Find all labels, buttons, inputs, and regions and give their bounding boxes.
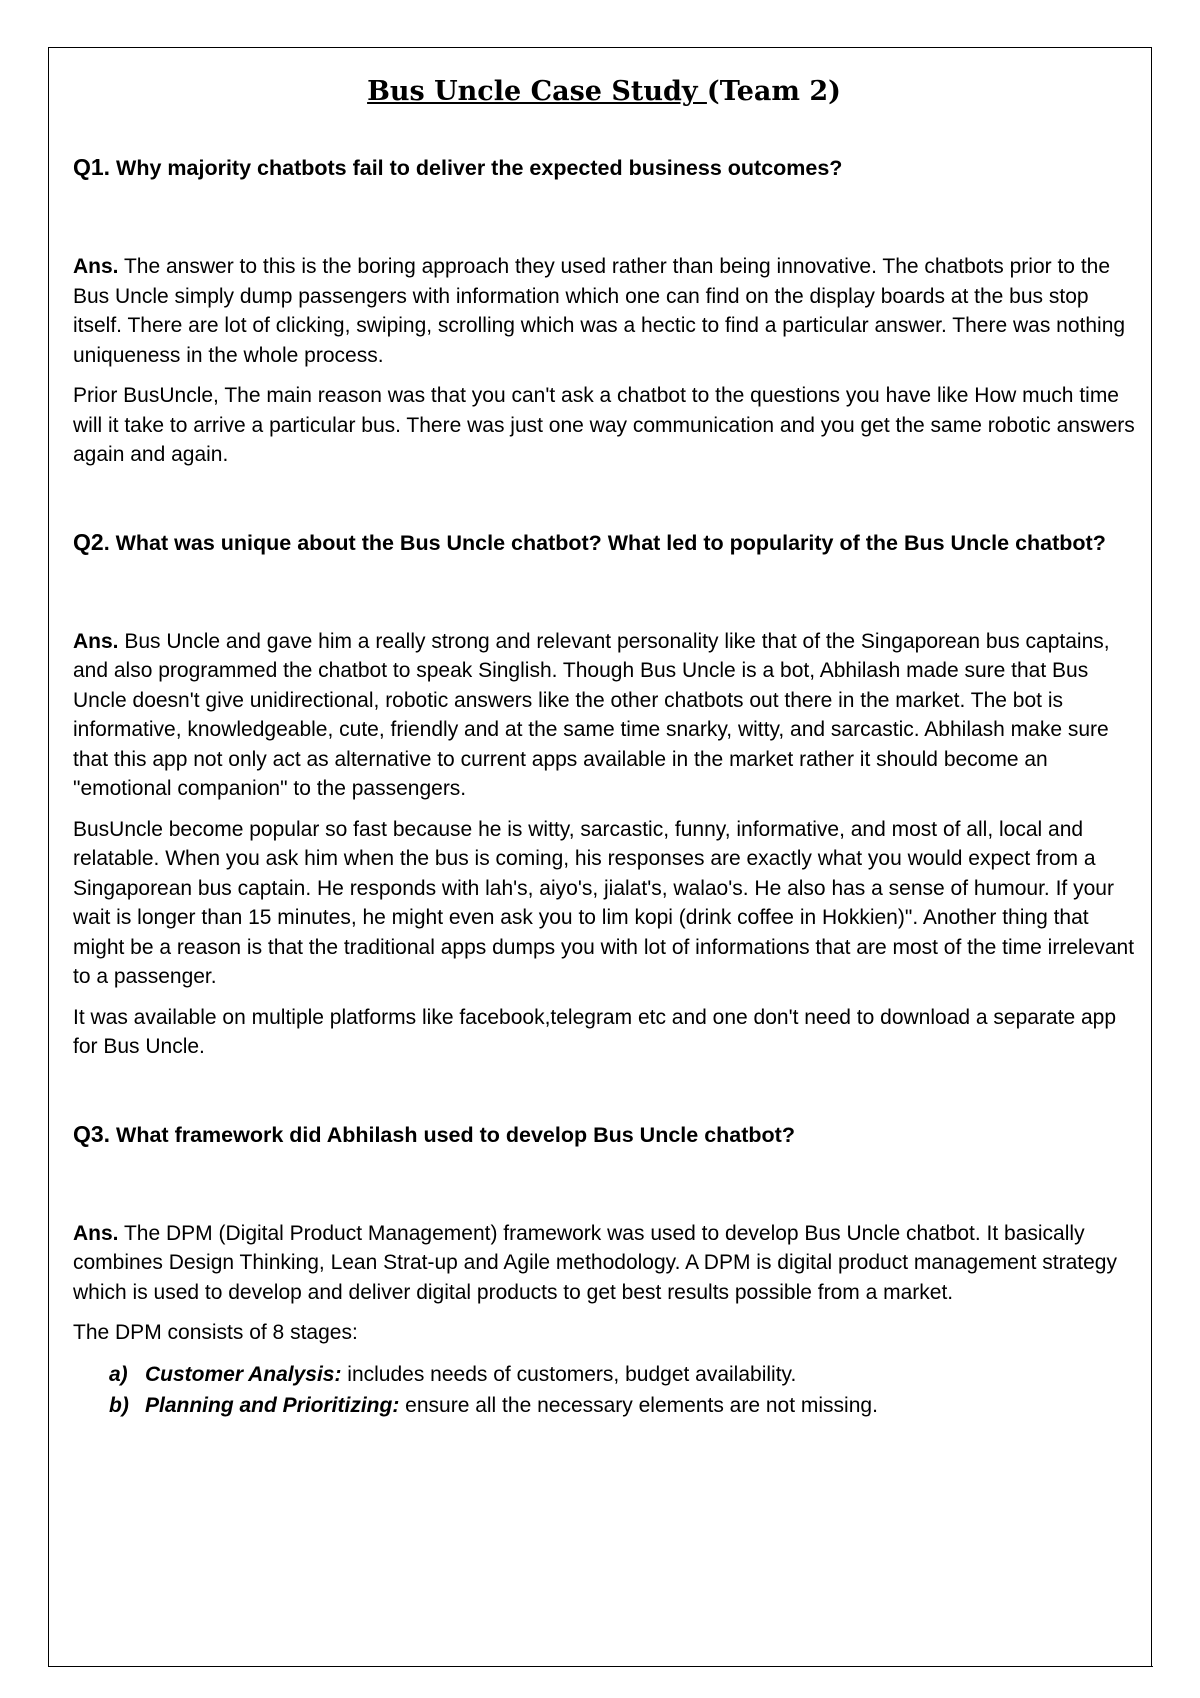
document-content [73, 72, 1135, 1421]
answer-3-paragraph-1 [73, 1219, 1135, 1308]
answer-1-paragraph-2 [73, 381, 1135, 470]
question-1-text: Why majority chatbots fail to deliver the expected business outcomes? [110, 156, 843, 180]
list-item [109, 1390, 1135, 1421]
answer-3-text-2: The DPM consists of 8 stages: [73, 1321, 358, 1344]
answer-1-label: Ans. [73, 255, 119, 278]
document-title [73, 72, 1135, 112]
list-item-marker: a) [109, 1362, 128, 1386]
answer-1-text-1: The answer to this is the boring approach they used rather than being innovative. The chatbots prior to the Bus Uncle simply dump passengers with information which one can find on the display boards at the bus stop itself. There are lot of clicking, swiping, scrolling which was a hectic to find a particular answer. There was nothing uniqueness in the whole process. [73, 255, 1126, 367]
answer-2-text-1: Bus Uncle and gave him a really strong and relevant personality like that of the Singaporean bus captains, and also programmed the chatbot to speak Singlish. Though Bus Uncle is a bot, Abhilash made sure that Bus Uncle doesn't give unidirectional, robotic answers like the other chatbots out there in the market. The bot is informative, knowledgeable, cute, friendly and at the same time snarky, witty, and sarcastic. Abhilash make sure that this app not only act as alternative to current apps available in the market rather it should become an "emotional companion" to the passengers. [73, 629, 1110, 800]
answer-2-paragraph-3 [73, 1003, 1135, 1062]
list-item-term: Customer Analysis: [145, 1362, 342, 1386]
list-item [109, 1359, 1135, 1390]
dpm-stages-list [73, 1359, 1135, 1421]
answer-3-text-1: The DPM (Digital Product Management) framework was used to develop Bus Uncle chatbot. It basically combines Design Thinking, Lean Strat-up and Agile methodology. A DPM is digital product management strategy which is used to develop and deliver digital products to get best results possible from a market. [73, 1221, 1117, 1304]
answer-1-text-2: Prior BusUncle, The main reason was that you can't ask a chatbot to the questions you have like How much time will it take to arrive a particular bus. There was just one way communication and you get the same robotic answers again and again. [73, 384, 1135, 466]
answer-2-paragraph-1 [73, 627, 1135, 804]
question-2-text: . What was unique about the Bus Uncle chatbot? What led to popularity of the Bus Uncle chatbot? [103, 530, 1106, 555]
answer-2-text-2: BusUncle become popular so fast because he is witty, sarcastic, funny, informative, and most of all, local and relatable. When you ask him when the bus is coming, his responses are exactly what you would expect from a Singaporean bus captain. He responds with lah's, aiyo's, jialat's, walao's. He also has a sense of humour. If your wait is longer than 15 minutes, he might even ask you to lim kopi (drink coffee in Hokkien)". Another thing that might be a reason is that the traditional apps dumps you with lot of informations that are most of the time irrelevant to a passenger. [73, 817, 1135, 988]
answer-3-label: Ans. [73, 1221, 119, 1245]
question-2 [73, 528, 1135, 558]
title-main: Bus Uncle Case Study [367, 76, 707, 107]
question-2-label: Q2 [73, 528, 104, 555]
title-suffix: (Team 2) [706, 76, 841, 107]
answer-2-label: Ans. [73, 629, 119, 653]
answer-3-paragraph-2 [73, 1318, 1135, 1348]
list-item-desc: ensure all the necessary elements are not missing. [399, 1393, 878, 1417]
question-3-text: What framework did Abhilash used to develop Bus Uncle chatbot? [110, 1122, 795, 1147]
question-1 [73, 153, 1135, 183]
question-3 [73, 1120, 1135, 1150]
list-item-term: Planning and Prioritizing: [145, 1393, 400, 1417]
page-bottom-rule [48, 1666, 1153, 1667]
question-1-label: Q1. [73, 154, 111, 180]
question-3-label: Q3. [73, 1120, 111, 1147]
answer-2-text-3: It was available on multiple platforms like facebook,telegram etc and one don't need to download a separate app for Bus Uncle. [73, 1005, 1116, 1058]
list-item-desc: includes needs of customers, budget availability. [341, 1362, 797, 1386]
answer-2-paragraph-2 [73, 815, 1135, 992]
list-item-marker: b) [109, 1393, 129, 1417]
answer-1-paragraph-1 [73, 252, 1135, 370]
